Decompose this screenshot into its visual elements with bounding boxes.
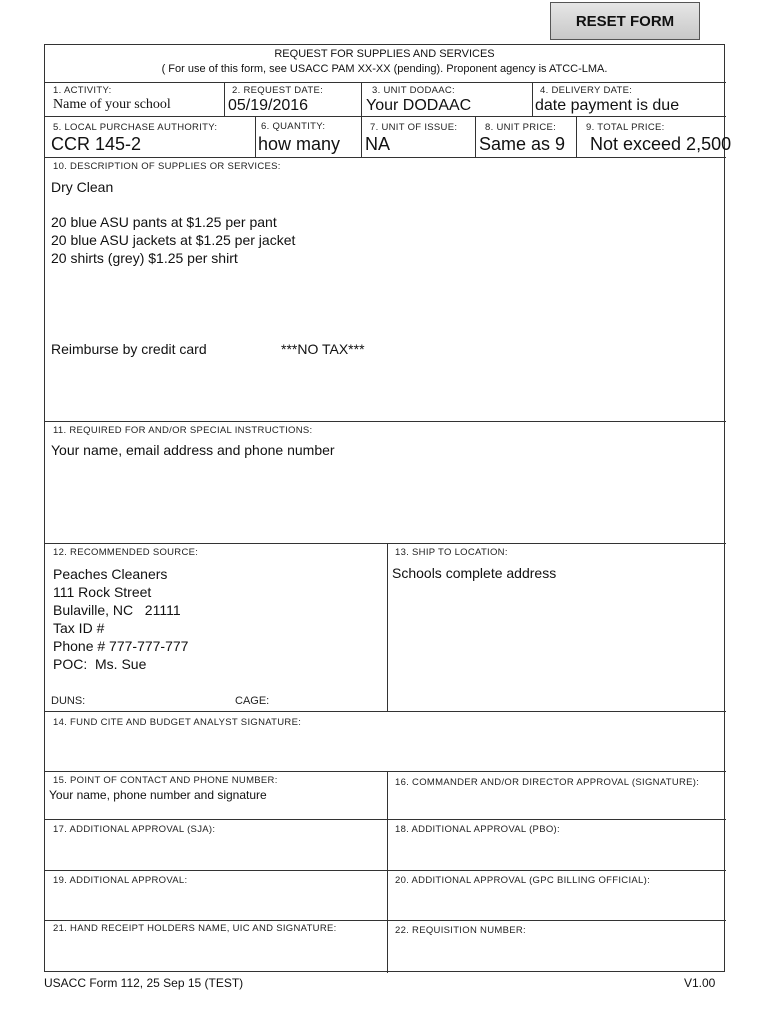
divider bbox=[576, 116, 577, 157]
divider bbox=[361, 82, 362, 116]
cage-label: CAGE: bbox=[235, 695, 270, 707]
divider bbox=[45, 157, 726, 158]
divider bbox=[45, 819, 726, 820]
divider bbox=[45, 421, 726, 422]
delivery-date-label: 4. DELIVERY DATE: bbox=[540, 85, 633, 96]
request-date-label: 2. REQUEST DATE: bbox=[232, 85, 324, 96]
form-id: USACC Form 112, 25 Sep 15 (TEST) bbox=[44, 976, 244, 990]
special-instructions-label: 11. REQUIRED FOR AND/OR SPECIAL INSTRUCTIONS: bbox=[53, 425, 313, 436]
fund-cite-label: 14. FUND CITE AND BUDGET ANALYST SIGNATURE: bbox=[53, 717, 302, 728]
commander-approval-label: 16. COMMANDER AND/OR DIRECTOR APPROVAL (SIGNATURE): bbox=[395, 777, 700, 788]
recommended-source-label: 12. RECOMMENDED SOURCE: bbox=[53, 547, 199, 558]
divider bbox=[45, 771, 726, 772]
local-purchase-field[interactable]: CCR 145-2 bbox=[51, 134, 142, 154]
description-label: 10. DESCRIPTION OF SUPPLIES OR SERVICES: bbox=[53, 161, 281, 172]
divider bbox=[255, 116, 256, 157]
gpc-approval-label: 20. ADDITIONAL APPROVAL (GPC BILLING OFFICIAL): bbox=[395, 875, 651, 886]
special-instructions-field[interactable]: Your name, email address and phone number bbox=[51, 442, 335, 458]
unit-of-issue-label: 7. UNIT OF ISSUE: bbox=[370, 122, 458, 133]
ship-to-label: 13. SHIP TO LOCATION: bbox=[395, 547, 508, 558]
divider bbox=[361, 116, 362, 157]
poc-phone-field[interactable]: Your name, phone number and signature bbox=[49, 788, 267, 802]
form-version: V1.00 bbox=[684, 976, 716, 990]
description-line[interactable]: 20 blue ASU pants at $1.25 per pant bbox=[51, 214, 277, 230]
reimburse-note[interactable]: Reimburse by credit card bbox=[51, 341, 207, 357]
activity-label: 1. ACTIVITY: bbox=[53, 85, 112, 96]
total-price-field[interactable]: Not exceed 2,500 bbox=[590, 134, 732, 154]
divider bbox=[45, 870, 726, 871]
unit-price-label: 8. UNIT PRICE: bbox=[485, 122, 557, 133]
description-line[interactable]: Dry Clean bbox=[51, 179, 114, 195]
form-subtitle: ( For use of this form, see USACC PAM XX-XX (pending). Proponent agency is ATCC-LMA. bbox=[161, 63, 608, 75]
divider bbox=[387, 771, 388, 973]
unit-dodaac-field[interactable]: Your DODAAC bbox=[366, 97, 472, 114]
sja-approval-label: 17. ADDITIONAL APPROVAL (SJA): bbox=[53, 824, 216, 835]
quantity-field[interactable]: how many bbox=[258, 134, 341, 154]
reset-form-button[interactable]: RESET FORM bbox=[550, 2, 700, 40]
unit-dodaac-label: 3. UNIT DODAAC: bbox=[372, 85, 455, 96]
requisition-number-label: 22. REQUISITION NUMBER: bbox=[395, 925, 526, 936]
pbo-approval-label: 18. ADDITIONAL APPROVAL (PBO): bbox=[395, 824, 560, 835]
divider bbox=[45, 116, 726, 117]
divider bbox=[532, 82, 533, 116]
quantity-label: 6. QUANTITY: bbox=[261, 121, 326, 132]
hand-receipt-label: 21. HAND RECEIPT HOLDERS NAME, UIC AND SIGNATURE: bbox=[53, 923, 337, 934]
local-purchase-label: 5. LOCAL PURCHASE AUTHORITY: bbox=[53, 122, 218, 133]
ship-to-field[interactable]: Schools complete address bbox=[392, 565, 557, 581]
divider bbox=[45, 543, 726, 544]
total-price-label: 9. TOTAL PRICE: bbox=[586, 122, 665, 133]
no-tax-note[interactable]: ***NO TAX*** bbox=[281, 341, 365, 357]
duns-label: DUNS: bbox=[51, 695, 86, 707]
unit-price-field[interactable]: Same as 9 bbox=[479, 134, 566, 154]
divider bbox=[45, 82, 726, 83]
description-line[interactable]: 20 shirts (grey) $1.25 per shirt bbox=[51, 250, 238, 266]
additional-approval-label: 19. ADDITIONAL APPROVAL: bbox=[53, 875, 188, 886]
divider bbox=[387, 543, 388, 711]
divider bbox=[45, 920, 726, 921]
poc-phone-label: 15. POINT OF CONTACT AND PHONE NUMBER: bbox=[53, 775, 278, 786]
divider bbox=[475, 116, 476, 157]
divider bbox=[224, 82, 225, 116]
activity-field[interactable]: Name of your school bbox=[53, 97, 171, 112]
request-form bbox=[44, 44, 732, 972]
request-date-field[interactable]: 05/19/2016 bbox=[228, 97, 309, 114]
recommended-source-field[interactable]: Peaches Cleaners 111 Rock Street Bulaville, NC 21111 Tax ID # Phone # 777-777-777 POC: Ms. Sue bbox=[53, 566, 189, 672]
delivery-date-field[interactable]: date payment is due bbox=[535, 97, 680, 114]
description-line[interactable]: 20 blue ASU jackets at $1.25 per jacket bbox=[51, 232, 296, 248]
form-title: REQUEST FOR SUPPLIES AND SERVICES bbox=[274, 48, 495, 60]
unit-of-issue-field[interactable]: NA bbox=[365, 134, 391, 154]
divider bbox=[45, 711, 726, 712]
